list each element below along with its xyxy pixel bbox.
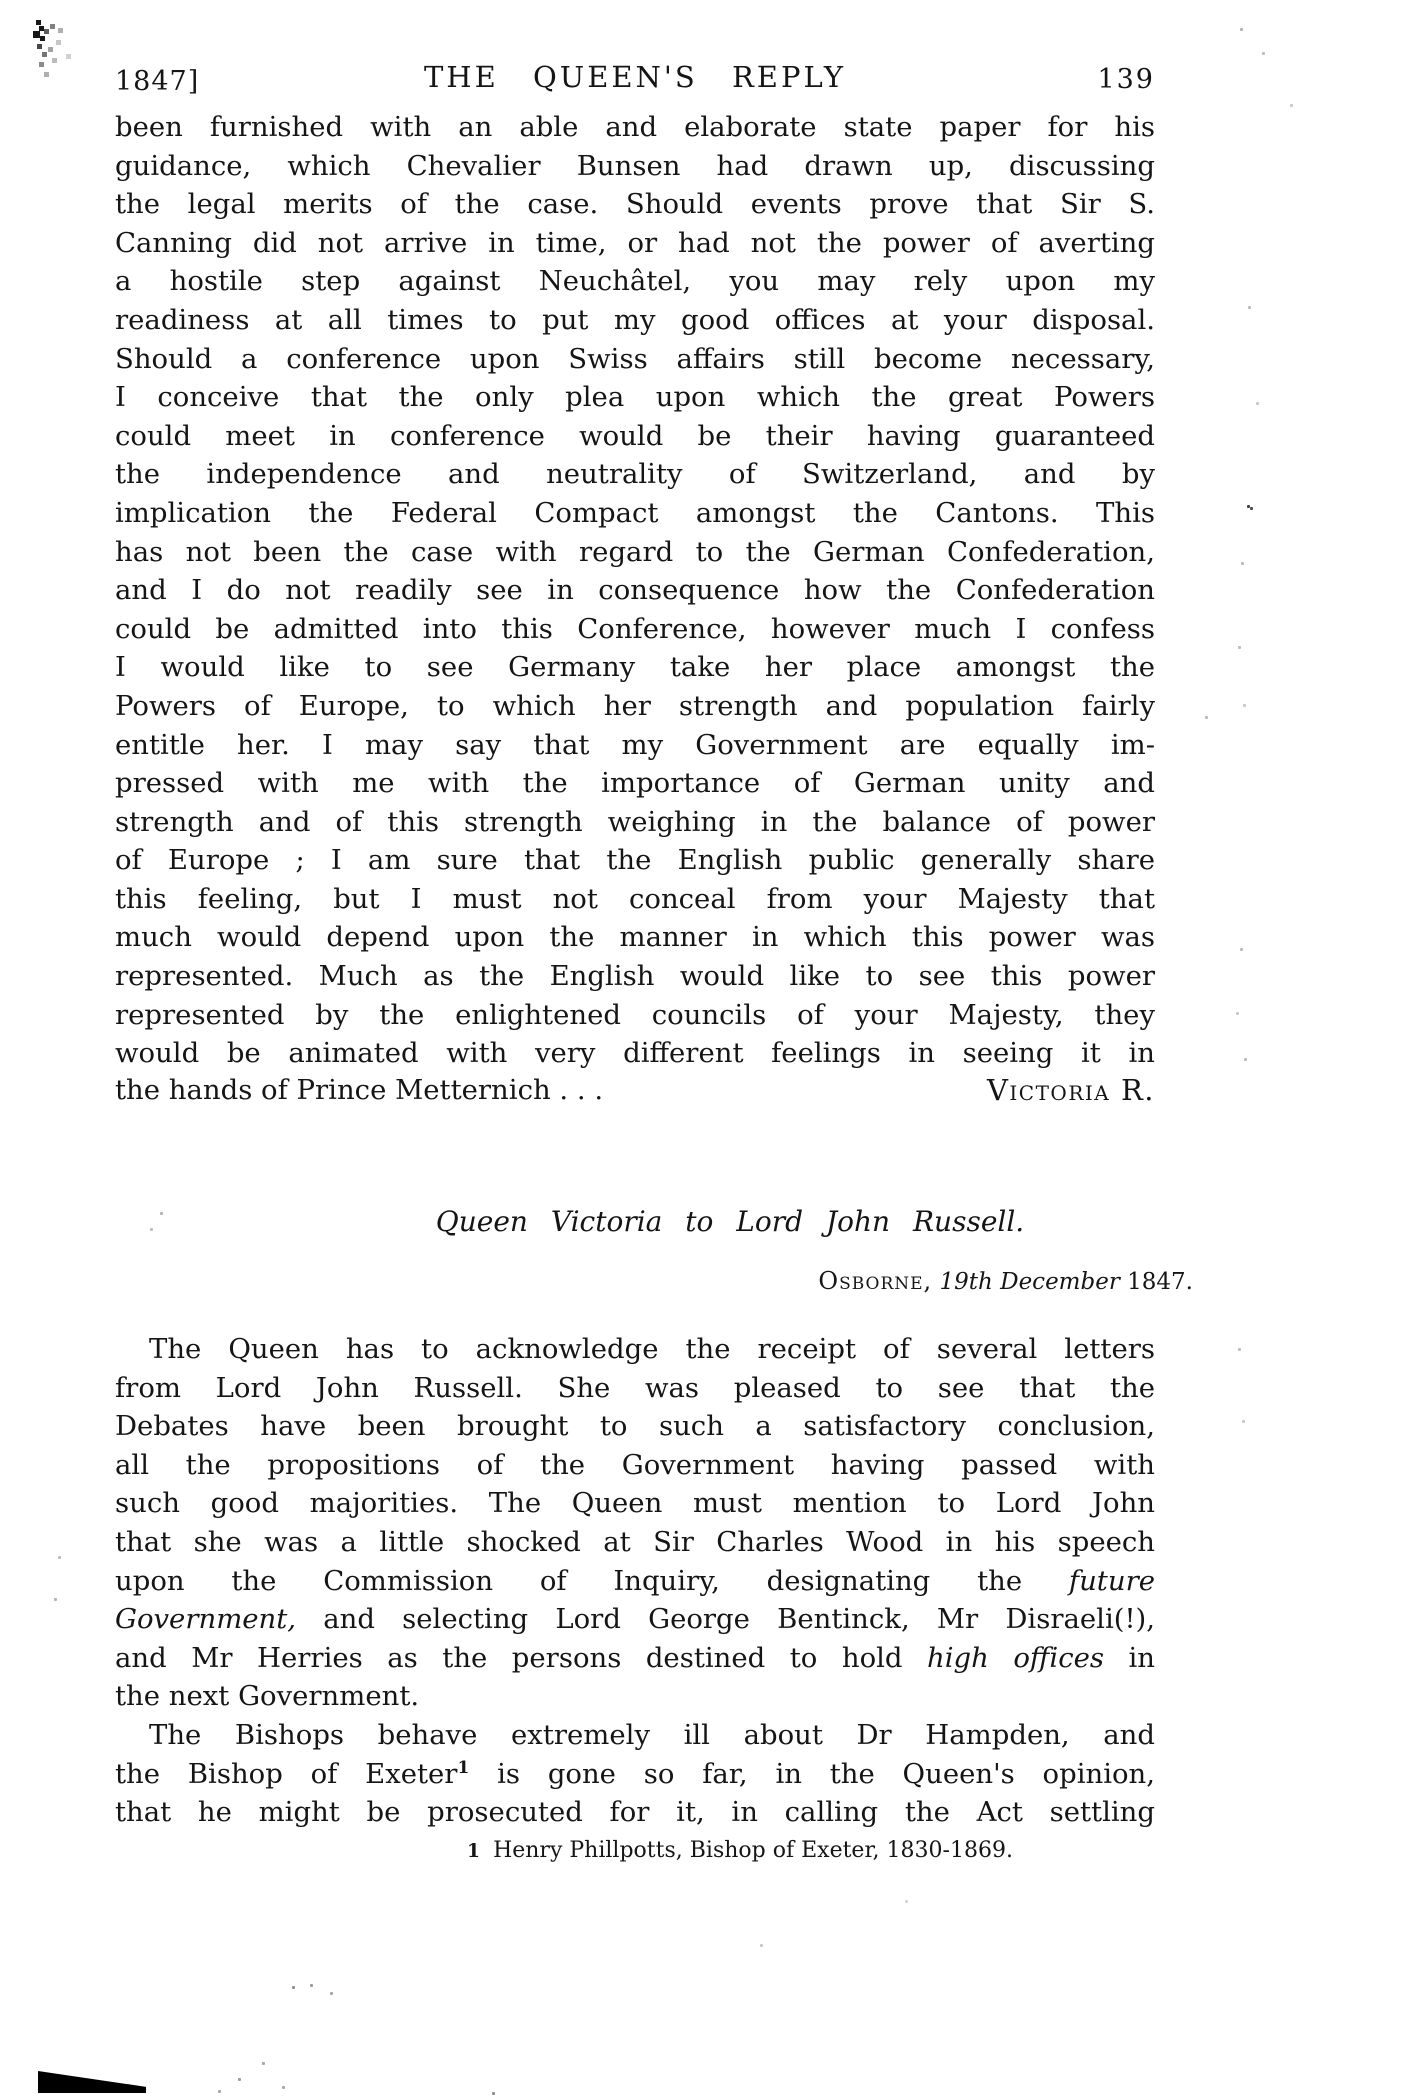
text-line: could meet in conference would be their having guaranteed (115, 419, 1155, 452)
text-line (115, 1600, 1155, 1639)
text-line: has not been the case with regard to the German Confederation, (115, 535, 1155, 568)
italic-text: Government, (115, 1603, 297, 1636)
letter2-paragraph1 (115, 1330, 1155, 1716)
footnote-text: Henry Phillpotts, Bishop of Exeter, 1830-1869. (493, 1838, 1013, 1863)
text-line: guidance, which Chevalier Bunsen had drawn up, discussing (115, 149, 1155, 182)
text-line (115, 1484, 1155, 1523)
plain-text: that she was a little shocked at Sir Charles Wood in his speech (115, 1525, 1155, 1558)
text-line: could be admitted into this Conference, however much I confess (115, 612, 1155, 645)
scan-noise-speck (1248, 306, 1251, 309)
text-line (115, 1562, 1155, 1601)
running-header (115, 58, 1155, 102)
text-line (115, 1330, 1155, 1369)
letter2-heading: Queen Victoria to Lord John Russell. (435, 1205, 1025, 1238)
scan-noise-speck (1244, 1058, 1247, 1061)
text-line: Powers of Europe, to which her strength and population fairly (115, 689, 1155, 722)
italic-text: future (1068, 1564, 1155, 1597)
plain-text: such good majorities. The Queen must mention to Lord John (115, 1487, 1155, 1520)
plain-text: and selecting Lord George Bentinck, Mr Disraeli(!), (296, 1603, 1155, 1636)
text-line: implication the Federal Compact amongst the Cantons. This (115, 496, 1155, 529)
scan-noise-speck (1241, 562, 1244, 565)
letter2-paragraph2 (115, 1716, 1155, 1832)
scan-noise-speck (262, 2062, 265, 2065)
plain-text: The Queen has to acknowledge the receipt of several letters (149, 1333, 1155, 1365)
scan-noise-speck (492, 2092, 495, 2095)
text-line: would be animated with very different feelings in seeing it in (115, 1037, 1155, 1070)
scan-noise-speck (760, 1944, 763, 1947)
scan-noise-speck (905, 1900, 908, 1903)
scan-noise-speck (292, 1986, 295, 1989)
text-line (115, 1369, 1155, 1408)
scan-noise-speck (1205, 716, 1208, 719)
plain-text: is gone so far, in the Queen's opinion, (469, 1757, 1156, 1790)
plain-text: Debates have been brought to such a satisfactory conclusion, (115, 1410, 1155, 1443)
header-year-marker: 1847] (115, 66, 200, 97)
text-line (115, 1755, 1155, 1794)
text-line: pressed with me with the importance of German unity and (115, 767, 1155, 800)
text-line: readiness at all times to put my good offices at your disposal. (115, 303, 1155, 336)
text-line: Canning did not arrive in time, or had not the power of averting (115, 226, 1155, 259)
text-line (115, 1793, 1155, 1832)
scan-noise-speck (1262, 52, 1265, 55)
plain-text: in (1103, 1641, 1155, 1674)
plain-text: the next Government. (115, 1680, 420, 1713)
text-line: entitle her. I may say that my Government are equally im- (115, 728, 1155, 761)
dateline-year: 1847. (1127, 1269, 1193, 1295)
italic-text: high offices (927, 1641, 1104, 1674)
scan-ink-wedge-bottom-left (38, 2071, 146, 2093)
plain-text: upon the Commission of Inquiry, designating the (115, 1564, 1069, 1597)
text-line: represented. Much as the English would like to see this power (115, 960, 1155, 993)
text-line: a hostile step against Neuchâtel, you may rely upon my (115, 265, 1155, 298)
text-line: this feeling, but I must not conceal from your Majesty that (115, 882, 1155, 915)
scan-noise-speck (54, 1598, 57, 1601)
scan-noise-speck (1290, 104, 1293, 107)
text-line: the legal merits of the case. Should events prove that Sir S. (115, 188, 1155, 221)
text-line (115, 1446, 1155, 1485)
scan-noise-speck (1243, 704, 1246, 707)
scan-noise-speck (330, 1992, 333, 1995)
scan-noise-speck (1240, 948, 1243, 951)
scan-noise-speck (1238, 1348, 1241, 1351)
text-line: represented by the enlightened councils of your Majesty, they (115, 998, 1155, 1031)
letter2-dateline (115, 1267, 1193, 1295)
text-line: I would like to see Germany take her place amongst the (115, 651, 1155, 684)
dateline-date: 19th December (939, 1269, 1120, 1295)
text-line: the independence and neutrality of Switzerland, and by (115, 458, 1155, 491)
text-line (115, 1639, 1155, 1678)
plain-text: all the propositions of the Government having passed with (115, 1448, 1155, 1481)
scan-noise-speck (1238, 646, 1241, 649)
signature-victoria-r: Victoria R. (986, 1073, 1155, 1107)
scan-noise-speck (1242, 1420, 1245, 1423)
letter1-body (115, 108, 1155, 1073)
text-line (115, 1677, 1155, 1716)
text-line (115, 1071, 1155, 1110)
scan-noise-speck (1240, 28, 1243, 31)
scan-noise-speck (282, 2086, 285, 2089)
plain-text: the Bishop of Exeter (115, 1757, 458, 1790)
letter1-closing (115, 1071, 1155, 1110)
text-line: I conceive that the only plea upon which the great Powers (115, 381, 1155, 414)
scan-noise-speck (218, 2090, 221, 2093)
scan-noise-speck (1236, 1012, 1239, 1015)
dateline-place: Osborne, (818, 1267, 933, 1295)
text-line: much would depend upon the manner in which this power was (115, 921, 1155, 954)
scan-noise-speck (238, 2078, 241, 2081)
footnote (115, 1838, 1260, 1863)
text-line (115, 1407, 1155, 1446)
text-line: and I do not readily see in consequence how the Confederation (115, 574, 1155, 607)
footnote-marker: 1 (467, 1840, 481, 1862)
plain-text: and Mr Herries as the persons destined to hold (115, 1641, 928, 1674)
text-line: been furnished with an able and elaborate state paper for his (115, 111, 1155, 143)
scan-noise-speck (1250, 507, 1253, 510)
text-line: strength and of this strength weighing in the balance of power (115, 805, 1155, 838)
page-number: 139 (1097, 64, 1155, 95)
scan-noise-speck (1256, 402, 1259, 405)
plain-text: that he might be prosecuted for it, in calling the Act settling (115, 1796, 1155, 1829)
text-line: of Europe ; I am sure that the English public generally share (115, 844, 1155, 877)
footnote-ref: 1 (457, 1757, 470, 1778)
plain-text: from Lord John Russell. She was pleased to see that the (115, 1371, 1155, 1404)
scan-smudge-top-left (36, 20, 41, 25)
text-line (115, 1523, 1155, 1562)
scan-noise-speck (310, 1984, 313, 1987)
plain-text: The Bishops behave extremely ill about Dr Hampden, and (149, 1719, 1155, 1751)
text-line (115, 1716, 1155, 1755)
closing-text: the hands of Prince Metternich . . . (115, 1074, 604, 1106)
scan-noise-speck (58, 1556, 61, 1559)
text-line: Should a conference upon Swiss affairs still become necessary, (115, 342, 1155, 375)
page-title: THE QUEEN'S REPLY (423, 60, 847, 94)
